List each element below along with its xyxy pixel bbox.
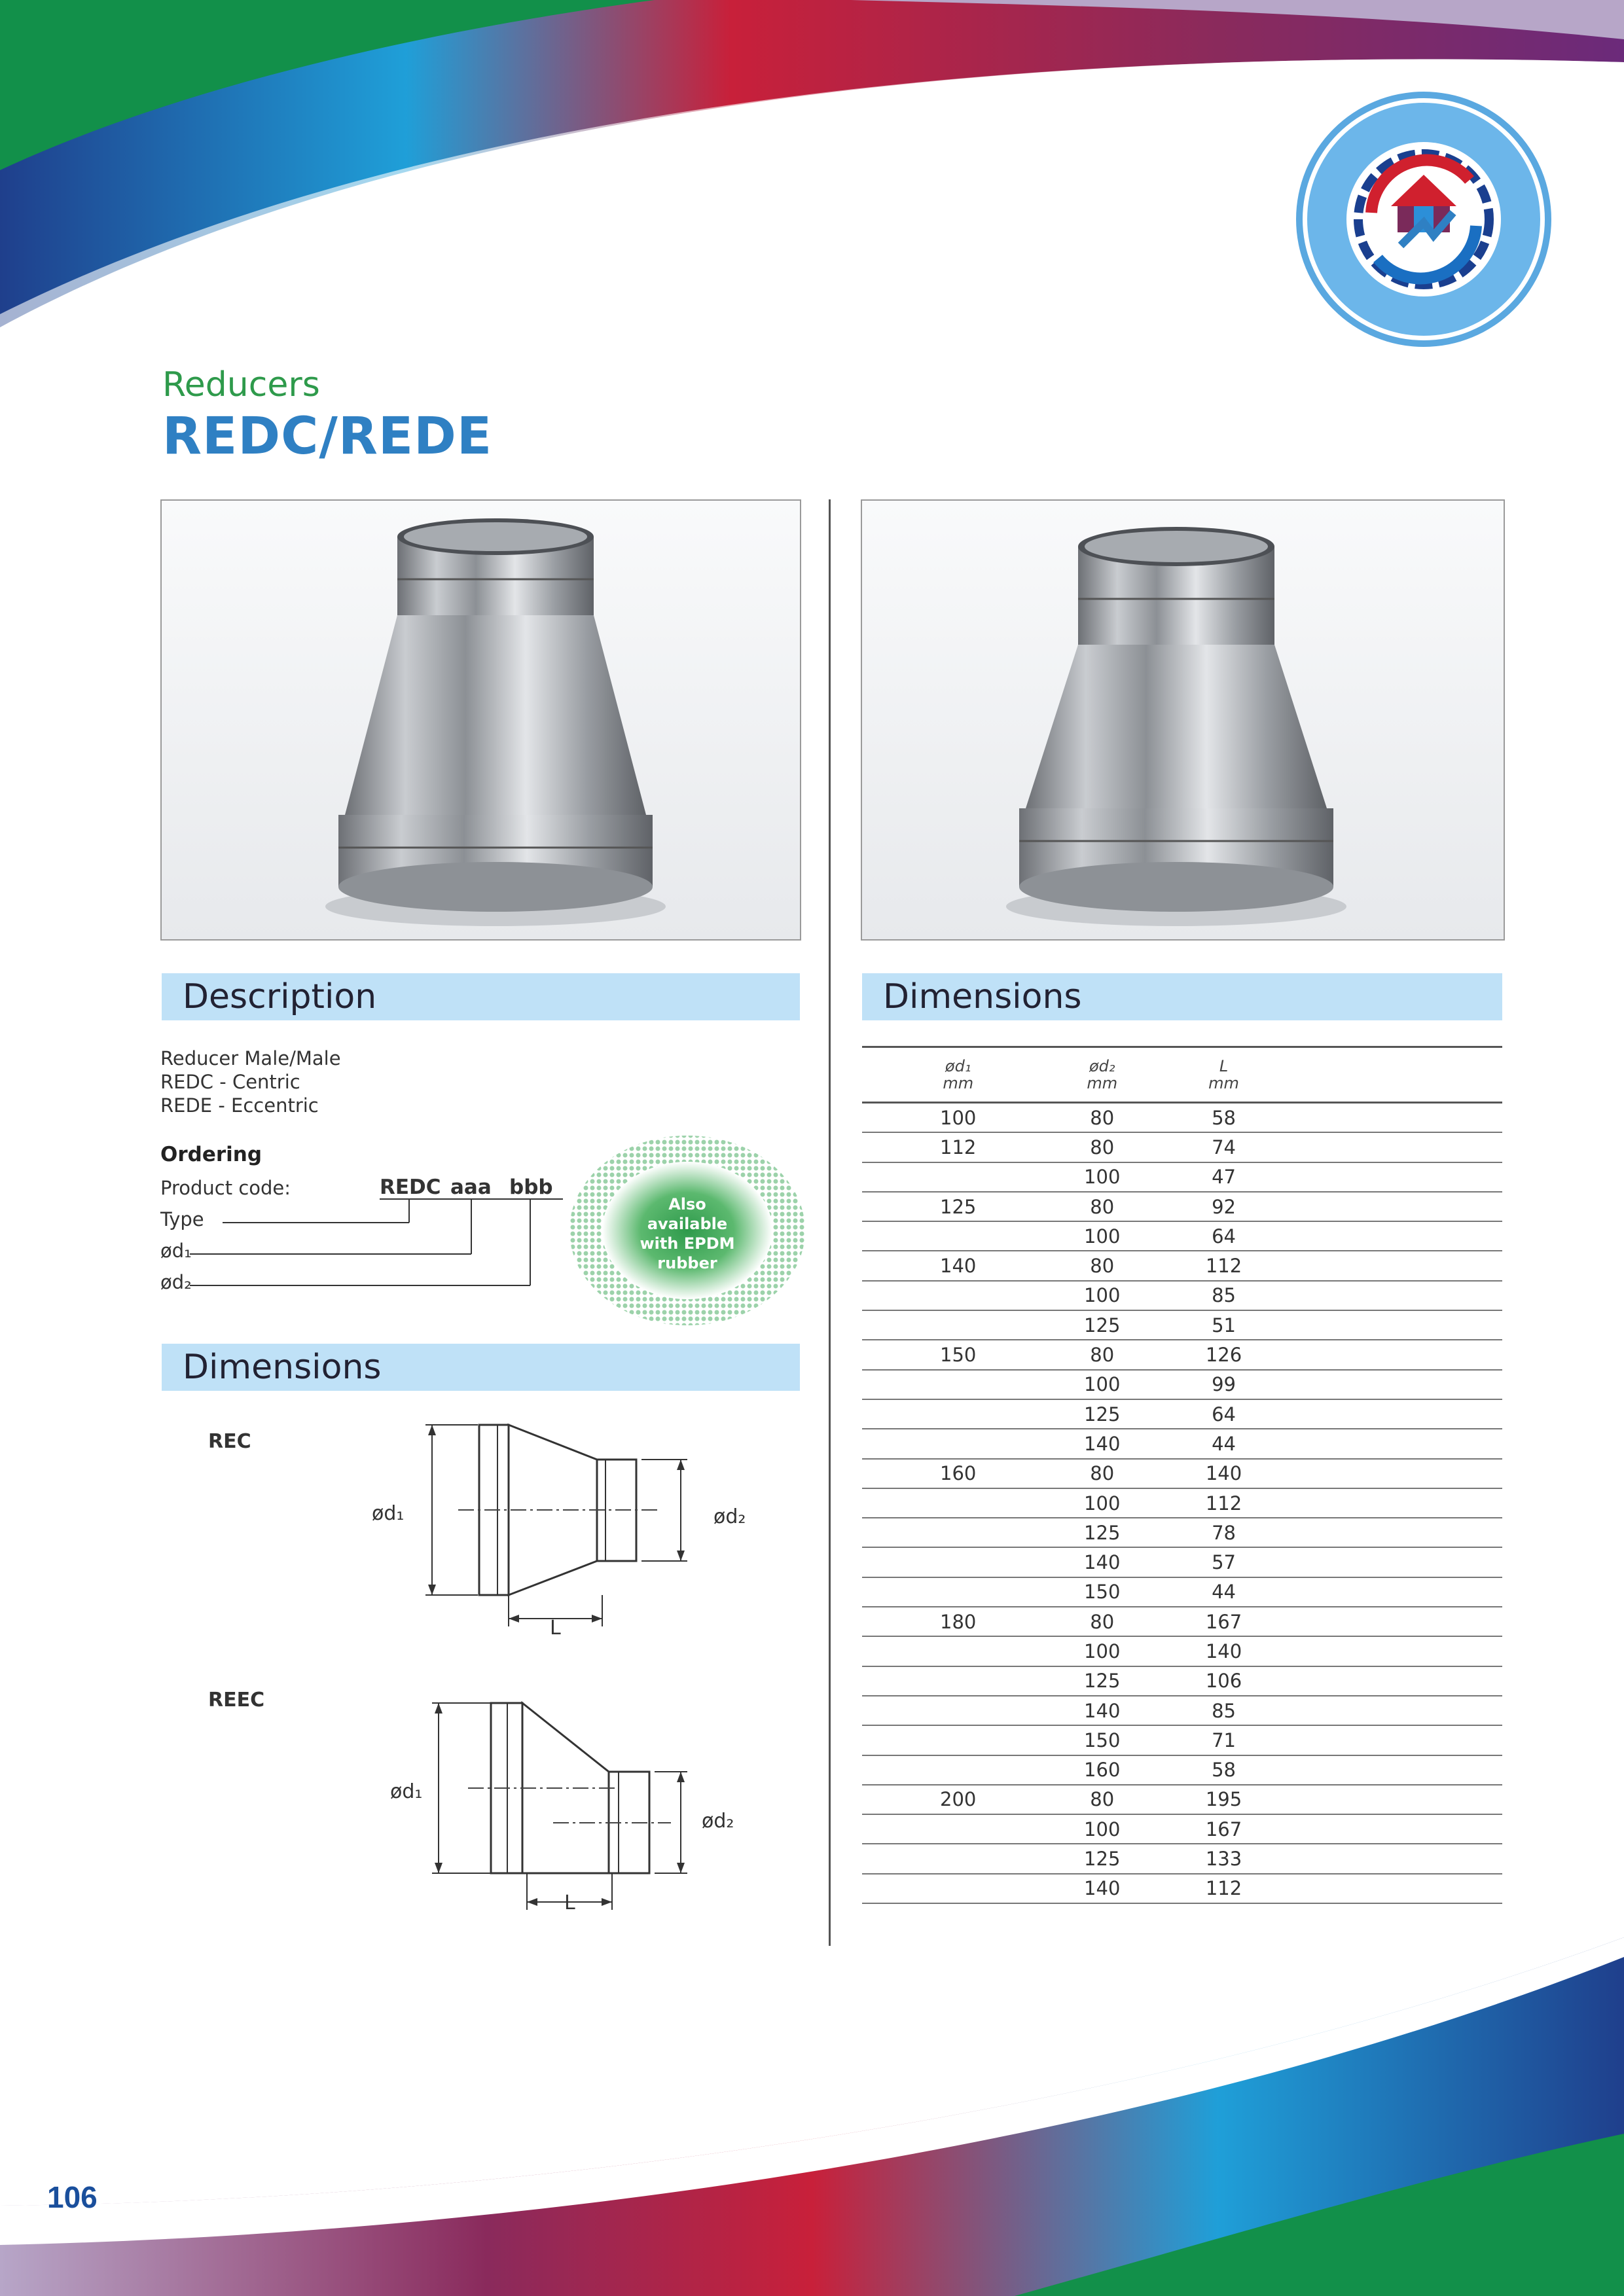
cell-d2: 140 (1054, 1429, 1150, 1458)
cell-spacer (1297, 1785, 1502, 1814)
cell-spacer (1297, 1162, 1502, 1192)
cell-d1 (862, 1636, 1054, 1666)
cell-d1 (862, 1725, 1054, 1755)
code-type: REDC (380, 1175, 441, 1199)
header-spacer (1297, 1047, 1502, 1103)
epdm-badge-text (589, 1194, 785, 1273)
cell-d1 (862, 1696, 1054, 1725)
cell-d1: 160 (862, 1459, 1054, 1488)
code-d2: bbb (509, 1175, 553, 1199)
cell-length: 112 (1150, 1251, 1297, 1280)
description-heading: Description (162, 973, 800, 1020)
cell-d2: 150 (1054, 1725, 1150, 1755)
cell-spacer (1297, 1725, 1502, 1755)
cell-d2: 80 (1054, 1459, 1150, 1488)
cell-d1 (862, 1488, 1054, 1518)
eccentric-drawing-label: REEC (208, 1689, 265, 1712)
cell-d1 (862, 1162, 1054, 1192)
cell-spacer (1297, 1459, 1502, 1488)
cell-length: 112 (1150, 1874, 1297, 1903)
cell-d1 (862, 1577, 1054, 1607)
cell-length: 85 (1150, 1696, 1297, 1725)
centric-d2-symbol: ød₂ (713, 1505, 746, 1528)
cell-d1: 100 (862, 1103, 1054, 1133)
cell-spacer (1297, 1221, 1502, 1251)
cell-length: 57 (1150, 1547, 1297, 1577)
table-body (862, 1103, 1502, 1904)
table-row (862, 1814, 1502, 1844)
table-heading: Dimensions (862, 973, 1502, 1020)
cell-d1 (862, 1281, 1054, 1310)
cell-d2: 100 (1054, 1488, 1150, 1518)
table-row (862, 1251, 1502, 1280)
centric-reducer-photo (160, 499, 801, 941)
cell-spacer (1297, 1429, 1502, 1458)
cell-spacer (1297, 1874, 1502, 1903)
header-symbol: ød₂ (1089, 1057, 1115, 1075)
column-divider (829, 499, 831, 1946)
cell-length: 71 (1150, 1725, 1297, 1755)
cell-length: 99 (1150, 1370, 1297, 1399)
table-row (862, 1755, 1502, 1785)
header-unit: mm (1208, 1074, 1239, 1092)
cell-length: 58 (1150, 1103, 1297, 1133)
cell-spacer (1297, 1103, 1502, 1133)
cell-spacer (1297, 1518, 1502, 1547)
cell-spacer (1297, 1370, 1502, 1399)
cell-d1 (862, 1547, 1054, 1577)
eccentric-drawing (422, 1695, 710, 1918)
cell-d2: 100 (1054, 1370, 1150, 1399)
ordering-title: Ordering (160, 1143, 262, 1166)
cell-d1 (862, 1399, 1054, 1429)
cell-spacer (1297, 1281, 1502, 1310)
table-row (862, 1459, 1502, 1488)
cell-spacer (1297, 1340, 1502, 1369)
cell-length: 133 (1150, 1844, 1297, 1873)
cell-d2: 125 (1054, 1666, 1150, 1696)
table-row (862, 1281, 1502, 1310)
cell-spacer (1297, 1755, 1502, 1785)
cell-d2: 125 (1054, 1844, 1150, 1873)
cell-d2: 80 (1054, 1103, 1150, 1133)
description-line: REDE - Eccentric (160, 1094, 319, 1117)
cell-spacer (1297, 1696, 1502, 1725)
badge-line: with EPDM (640, 1234, 735, 1253)
table-row (862, 1162, 1502, 1192)
table-row (862, 1399, 1502, 1429)
badge-line: available (647, 1215, 728, 1233)
cell-spacer (1297, 1399, 1502, 1429)
cell-d1: 200 (862, 1785, 1054, 1814)
page-number: 106 (47, 2180, 98, 2214)
eccentric-d1-symbol: ød₁ (390, 1780, 423, 1803)
eccentric-reducer-photo (861, 499, 1505, 941)
header-unit: mm (943, 1074, 974, 1092)
cell-length: 140 (1150, 1459, 1297, 1488)
table-row (862, 1488, 1502, 1518)
header-unit: mm (1087, 1074, 1118, 1092)
cell-length: 85 (1150, 1281, 1297, 1310)
cell-d1 (862, 1666, 1054, 1696)
table-row (862, 1370, 1502, 1399)
table-row (862, 1636, 1502, 1666)
cell-d1: 125 (862, 1192, 1054, 1221)
header-length (1150, 1047, 1297, 1103)
cell-d1 (862, 1310, 1054, 1340)
cell-length: 195 (1150, 1785, 1297, 1814)
cell-d2: 80 (1054, 1607, 1150, 1636)
d2-label: ød₂ (160, 1271, 192, 1293)
cell-length: 47 (1150, 1162, 1297, 1192)
cell-d2: 80 (1054, 1251, 1150, 1280)
product-title: REDC/REDE (162, 407, 493, 466)
cell-d2: 100 (1054, 1162, 1150, 1192)
cell-length: 74 (1150, 1132, 1297, 1162)
description-line: REDC - Centric (160, 1071, 300, 1093)
cell-length: 106 (1150, 1666, 1297, 1696)
table-row (862, 1221, 1502, 1251)
table-row (862, 1666, 1502, 1696)
table-row (862, 1192, 1502, 1221)
table-header-row (862, 1047, 1502, 1103)
cell-spacer (1297, 1577, 1502, 1607)
cell-d1: 180 (862, 1607, 1054, 1636)
cell-length: 44 (1150, 1577, 1297, 1607)
table-row (862, 1429, 1502, 1458)
header-d1 (862, 1047, 1054, 1103)
cell-spacer (1297, 1310, 1502, 1340)
cell-d2: 125 (1054, 1310, 1150, 1340)
cell-length: 126 (1150, 1340, 1297, 1369)
type-label: Type (160, 1208, 204, 1230)
cell-d1 (862, 1874, 1054, 1903)
cell-length: 44 (1150, 1429, 1297, 1458)
footer-decoration (0, 1937, 1624, 2296)
cell-d2: 80 (1054, 1340, 1150, 1369)
cell-spacer (1297, 1132, 1502, 1162)
table-row (862, 1577, 1502, 1607)
cell-d2: 150 (1054, 1577, 1150, 1607)
centric-d1-symbol: ød₁ (372, 1502, 405, 1525)
cell-spacer (1297, 1192, 1502, 1221)
table-row (862, 1607, 1502, 1636)
cell-d1: 140 (862, 1251, 1054, 1280)
ordering-leader-lines (160, 1172, 619, 1302)
cell-spacer (1297, 1488, 1502, 1518)
cell-d1 (862, 1518, 1054, 1547)
cell-spacer (1297, 1814, 1502, 1844)
table-row (862, 1725, 1502, 1755)
cell-length: 51 (1150, 1310, 1297, 1340)
cell-d2: 125 (1054, 1518, 1150, 1547)
table-row (862, 1518, 1502, 1547)
cell-length: 167 (1150, 1814, 1297, 1844)
category-label: Reducers (162, 365, 320, 404)
cell-d2: 100 (1054, 1281, 1150, 1310)
table-row (862, 1844, 1502, 1873)
cell-length: 78 (1150, 1518, 1297, 1547)
table-row (862, 1310, 1502, 1340)
eccentric-length-symbol: L (564, 1892, 575, 1914)
cell-length: 112 (1150, 1488, 1297, 1518)
cell-d1 (862, 1814, 1054, 1844)
cell-d2: 100 (1054, 1221, 1150, 1251)
cell-d1 (862, 1429, 1054, 1458)
table-row (862, 1785, 1502, 1814)
cell-d1 (862, 1755, 1054, 1785)
code-d1: aaa (450, 1175, 492, 1199)
cell-spacer (1297, 1844, 1502, 1873)
company-logo (1293, 88, 1555, 350)
table-row (862, 1132, 1502, 1162)
d1-label: ød₁ (160, 1240, 192, 1262)
cell-d2: 80 (1054, 1132, 1150, 1162)
cell-length: 64 (1150, 1399, 1297, 1429)
cell-d1 (862, 1844, 1054, 1873)
eccentric-d2-symbol: ød₂ (702, 1810, 734, 1833)
cell-length: 92 (1150, 1192, 1297, 1221)
cell-spacer (1297, 1607, 1502, 1636)
centric-drawing-label: REC (208, 1430, 251, 1453)
cell-spacer (1297, 1547, 1502, 1577)
cell-d1: 112 (862, 1132, 1054, 1162)
table-row (862, 1547, 1502, 1577)
centric-drawing (419, 1417, 707, 1640)
cell-length: 140 (1150, 1636, 1297, 1666)
header-symbol: L (1219, 1057, 1229, 1075)
table-row (862, 1340, 1502, 1369)
cell-d2: 140 (1054, 1696, 1150, 1725)
table-row (862, 1103, 1502, 1133)
cell-d1: 150 (862, 1340, 1054, 1369)
header-symbol: ød₁ (945, 1057, 971, 1075)
cell-length: 167 (1150, 1607, 1297, 1636)
cell-d2: 80 (1054, 1192, 1150, 1221)
table-row (862, 1696, 1502, 1725)
cell-d2: 140 (1054, 1547, 1150, 1577)
header-d2 (1054, 1047, 1150, 1103)
dimensions-table (862, 1046, 1502, 1904)
cell-length: 64 (1150, 1221, 1297, 1251)
centric-length-symbol: L (550, 1617, 561, 1640)
cell-d2: 140 (1054, 1874, 1150, 1903)
cell-spacer (1297, 1666, 1502, 1696)
description-line: Reducer Male/Male (160, 1047, 341, 1069)
badge-line: Also (668, 1195, 706, 1213)
cell-d1 (862, 1370, 1054, 1399)
drawings-heading: Dimensions (162, 1344, 800, 1391)
cell-d2: 100 (1054, 1814, 1150, 1844)
cell-d2: 125 (1054, 1399, 1150, 1429)
cell-length: 58 (1150, 1755, 1297, 1785)
cell-spacer (1297, 1251, 1502, 1280)
cell-d2: 160 (1054, 1755, 1150, 1785)
cell-spacer (1297, 1636, 1502, 1666)
product-code-label: Product code: (160, 1177, 291, 1199)
cell-d2: 100 (1054, 1636, 1150, 1666)
table-row (862, 1874, 1502, 1903)
cell-d2: 80 (1054, 1785, 1150, 1814)
cell-d1 (862, 1221, 1054, 1251)
badge-line: rubber (657, 1254, 717, 1272)
